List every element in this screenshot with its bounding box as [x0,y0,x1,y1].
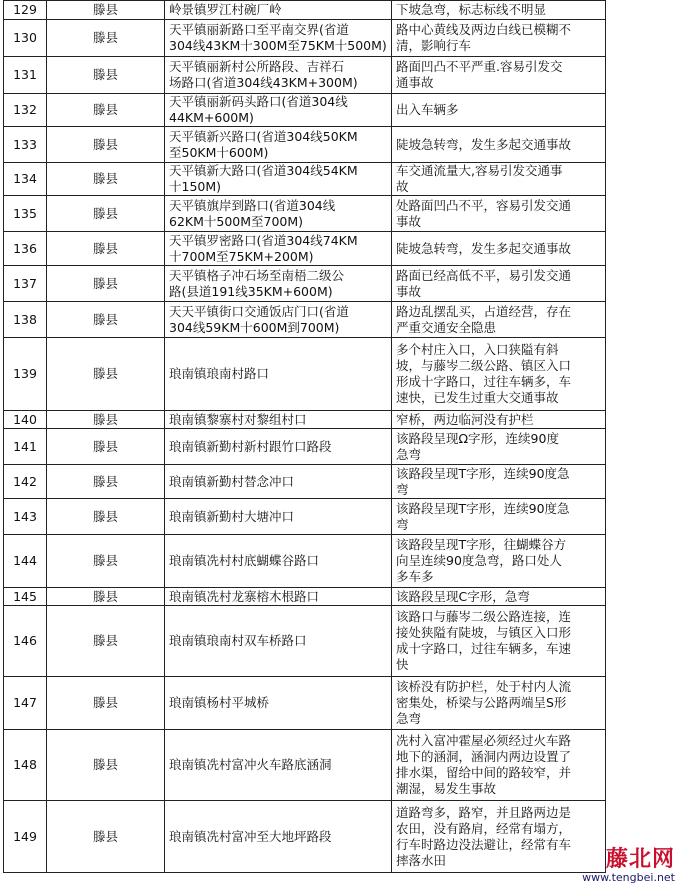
row-number: 143 [4,499,47,535]
issue-cell: 该路段呈现T字形，往蝴蝶谷方 向呈连续90度急弯，路口处人 多车多 [392,535,606,588]
row-number: 144 [4,535,47,588]
county-cell: 滕县 [47,588,165,606]
issue-cell: 该桥没有防护栏，处于村内人流 密集处，桥梁与公路两端呈S形 急弯 [392,677,606,730]
location-cell: 天平镇旗岸到路口(省道304线 62KM十500M至700M) [165,196,392,232]
row-number: 135 [4,196,47,232]
table-row [4,429,606,465]
row-number: 146 [4,606,47,677]
location-cell: 天平镇新大路口(省道304线54KM 十150M) [165,163,392,196]
row-number: 147 [4,677,47,730]
county-cell: 滕县 [47,801,165,873]
table-row [4,465,606,499]
table-row [4,588,606,606]
issue-cell: 下坡急弯，标志标线不明显 [392,1,606,20]
issue-cell: 该路段呈现T字形，连续90度急 弯 [392,465,606,499]
row-number: 149 [4,801,47,873]
county-cell: 滕县 [47,429,165,465]
location-cell: 岭景镇罗江村碗厂岭 [165,1,392,20]
hazard-table [3,0,606,873]
table-row [4,266,606,302]
location-cell: 琅南镇杨村平城桥 [165,677,392,730]
issue-cell: 车交通流量大,容易引发交通事 故 [392,163,606,196]
county-cell: 滕县 [47,411,165,429]
issue-cell: 陡坡急转弯，发生多起交通事故 [392,127,606,163]
table-row [4,606,606,677]
table-body [4,1,606,873]
county-cell: 滕县 [47,606,165,677]
row-number: 148 [4,730,47,801]
location-cell: 天平镇丽新码头路口(省道304线 44KM+600M) [165,94,392,127]
table-row [4,1,606,20]
table-row [4,677,606,730]
issue-cell: 窄桥，两边临河没有护栏 [392,411,606,429]
row-number: 145 [4,588,47,606]
issue-cell: 路面已经高低不平，易引发交通 事故 [392,266,606,302]
row-number: 141 [4,429,47,465]
issue-cell: 道路弯多，路窄，并且路两边是 农田，没有路肩，经常有塌方， 行车时路边没法避让，经常有车 摔落水田 [392,801,606,873]
issue-cell: 该路段呈现Ω字形，连续90度 急弯 [392,429,606,465]
location-cell: 琅南镇新勤村替念冲口 [165,465,392,499]
county-cell: 滕县 [47,266,165,302]
row-number: 133 [4,127,47,163]
county-cell: 滕县 [47,20,165,57]
county-cell: 滕县 [47,338,165,411]
county-cell: 滕县 [47,302,165,338]
table-row [4,57,606,94]
row-number: 140 [4,411,47,429]
table-row [4,338,606,411]
table-row [4,730,606,801]
row-number: 134 [4,163,47,196]
issue-cell: 处路面凹凸不平，容易引发交通 事故 [392,196,606,232]
row-number: 142 [4,465,47,499]
location-cell: 天平镇新兴路口(省道304线50KM 至50KM十600M) [165,127,392,163]
row-number: 132 [4,94,47,127]
issue-cell: 冼村入富冲霍屋必须经过火车路 地下的涵洞，涵洞内两边设置了 排水渠，留给中间的路较窄，并 潮湿，易发生事故 [392,730,606,801]
issue-cell: 路面凹凸不平严重.容易引发交 通事故 [392,57,606,94]
location-cell: 琅南镇琅南村双车桥路口 [165,606,392,677]
county-cell: 滕县 [47,730,165,801]
watermark-logo: 藤北网 [605,846,675,872]
county-cell: 滕县 [47,1,165,20]
site-watermark [582,847,675,884]
county-cell: 滕县 [47,196,165,232]
issue-cell: 该路段呈现C字形，急弯 [392,588,606,606]
row-number: 129 [4,1,47,20]
location-cell: 琅南镇琅南村路口 [165,338,392,411]
county-cell: 滕县 [47,232,165,266]
table-row [4,499,606,535]
county-cell: 滕县 [47,57,165,94]
issue-cell: 路边乱摆乱买，占道经营，存在 严重交通安全隐患 [392,302,606,338]
row-number: 137 [4,266,47,302]
location-cell: 天平镇格子冲石场至南梧二级公 路(县道191线35KM+600M) [165,266,392,302]
location-cell: 琅南镇冼村龙寨榕木根路口 [165,588,392,606]
location-cell: 琅南镇新勤村新村跟竹口路段 [165,429,392,465]
county-cell: 滕县 [47,163,165,196]
issue-cell: 该路口与藤岑二级公路连接，连 接处狭隘有陡坡，与镇区入口形 成十字路口，过往车辆多，车速 快 [392,606,606,677]
row-number: 136 [4,232,47,266]
location-cell: 琅南镇黎寨村对黎组村口 [165,411,392,429]
location-cell: 天平镇罗密路口(省道304线74KM 十700M至75KM+200M) [165,232,392,266]
row-number: 138 [4,302,47,338]
table-row [4,20,606,57]
issue-cell: 陡坡急转弯，发生多起交通事故 [392,232,606,266]
location-cell: 天平镇丽新路口至平南交界(省道 304线43KM十300M至75KM十500M) [165,20,392,57]
row-number: 130 [4,20,47,57]
location-cell: 天平镇丽新村公所路段、吉祥石 场路口(省道304线43KM+300M) [165,57,392,94]
table-row [4,163,606,196]
table-row [4,127,606,163]
location-cell: 琅南镇冼村富冲至大地坪路段 [165,801,392,873]
table-row [4,411,606,429]
issue-cell: 该路段呈现T字形，连续90度急 弯 [392,499,606,535]
issue-cell: 路中心黄线及两边白线已模糊不 清，影响行车 [392,20,606,57]
location-cell: 琅南镇冼村富冲火车路底涵洞 [165,730,392,801]
county-cell: 滕县 [47,499,165,535]
county-cell: 滕县 [47,94,165,127]
watermark-url: www.tengbei.net [582,871,675,884]
table-row [4,801,606,873]
table-row [4,94,606,127]
issue-cell: 多个村庄入口，入口狭隘有斜 坡，与藤岑二级公路、镇区入口 形成十字路口，过往车辆多，车 速快，已发生过重大交通事故 [392,338,606,411]
table-row [4,535,606,588]
row-number: 131 [4,57,47,94]
location-cell: 琅南镇新勤村大塘冲口 [165,499,392,535]
location-cell: 天天平镇街口交通饭店门口(省道 304线59KM十600M到700M) [165,302,392,338]
location-cell: 琅南镇冼村村底蝴蝶谷路口 [165,535,392,588]
county-cell: 滕县 [47,677,165,730]
county-cell: 滕县 [47,127,165,163]
table-row [4,196,606,232]
county-cell: 滕县 [47,535,165,588]
row-number: 139 [4,338,47,411]
table-row [4,232,606,266]
issue-cell: 出入车辆多 [392,94,606,127]
county-cell: 滕县 [47,465,165,499]
table-row [4,302,606,338]
